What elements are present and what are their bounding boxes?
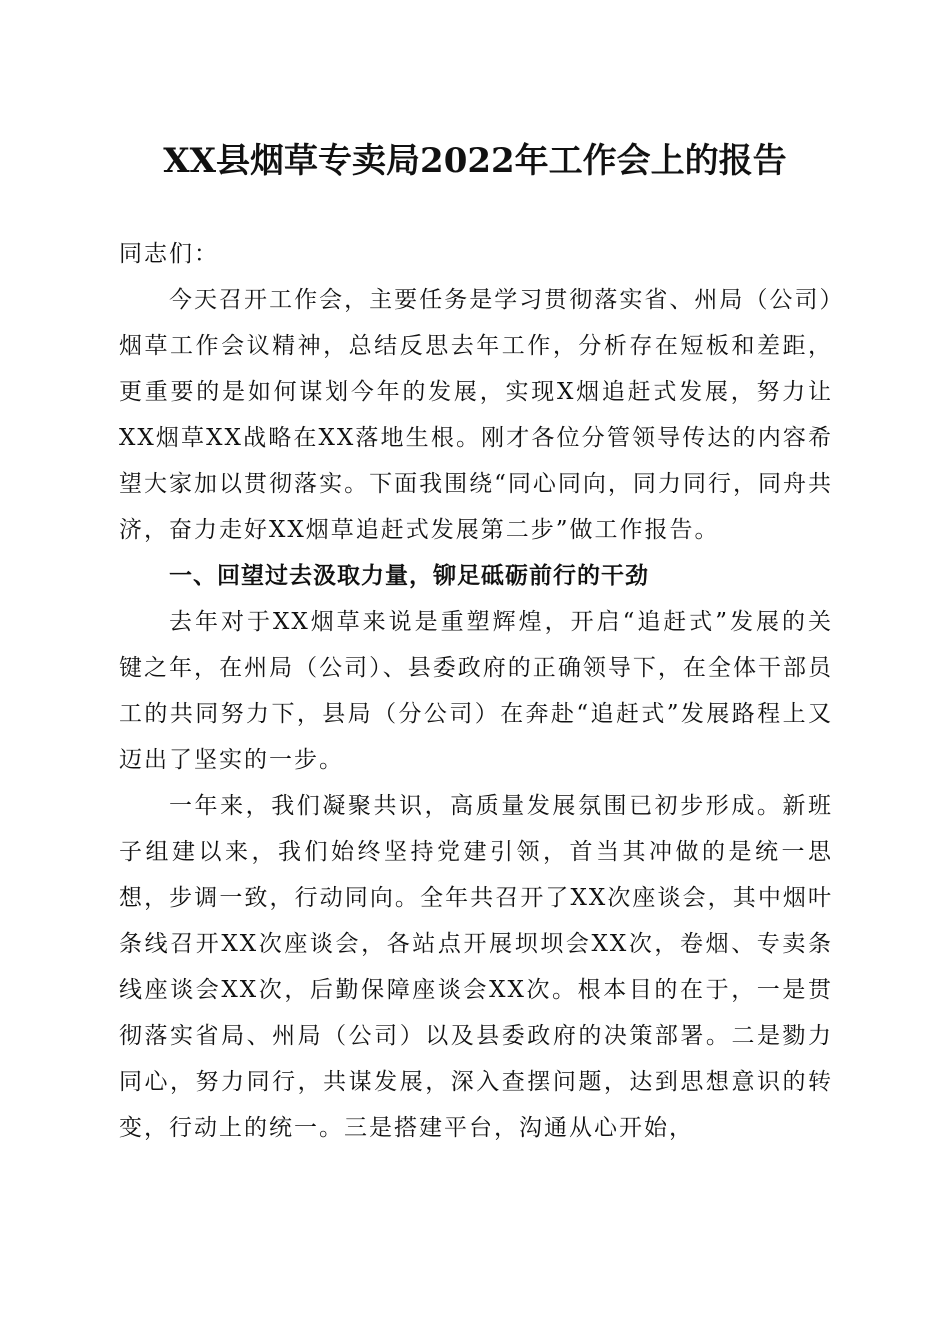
document-title: XX县烟草专卖局2022年工作会上的报告 (163, 141, 787, 181)
paragraph-intro: 今天召开工作会，主要任务是学习贯彻落实省、州局（公司）烟草工作会议精神，总结反思去年工作，分析存在短板和差距，更重要的是如何谋划今年的发展，实现X烟追赶式发展，努力让XX烟草XX战略在XX落地生根。刚才各位分管领导传达的内容希望大家加以贯彻落实。下面我围绕“同心同向，同力同行，同舟共济，奋力走好XX烟草追赶式发展第二步”做工作报告。 (119, 287, 833, 543)
paragraph-review: 去年对于XX烟草来说是重塑辉煌，开启“追赶式”发展的关键之年，在州局（公司）、县委政府的正确领导下，在全体干部员工的共同努力下，县局（分公司）在奔赴“追赶式”发展路程上又迈出了坚实的一步。 (119, 609, 833, 773)
paragraph-consensus: 一年来，我们凝聚共识，高质量发展氛围已初步形成。新班子组建以来，我们始终坚持党建引领，首当其冲做的是统一思想，步调一致，行动同向。全年共召开了XX次座谈会，其中烟叶条线召开XX次座谈会，各站点开展坝坝会XX次，卷烟、专卖条线座谈会XX次，后勤保障座谈会XX次。根本目的在于，一是贯彻落实省局、州局（公司）以及县委政府的决策部署。二是勠力同心，努力同行，共谋发展，深入查摆问题，达到思想意识的转变，行动上的统一。三是搭建平台，沟通从心开始， (119, 793, 833, 1141)
document-body (119, 231, 833, 1151)
section-heading: 一、回望过去汲取力量，铆足砥砺前行的干劲 (169, 563, 649, 589)
salutation: 同志们： (119, 241, 219, 267)
